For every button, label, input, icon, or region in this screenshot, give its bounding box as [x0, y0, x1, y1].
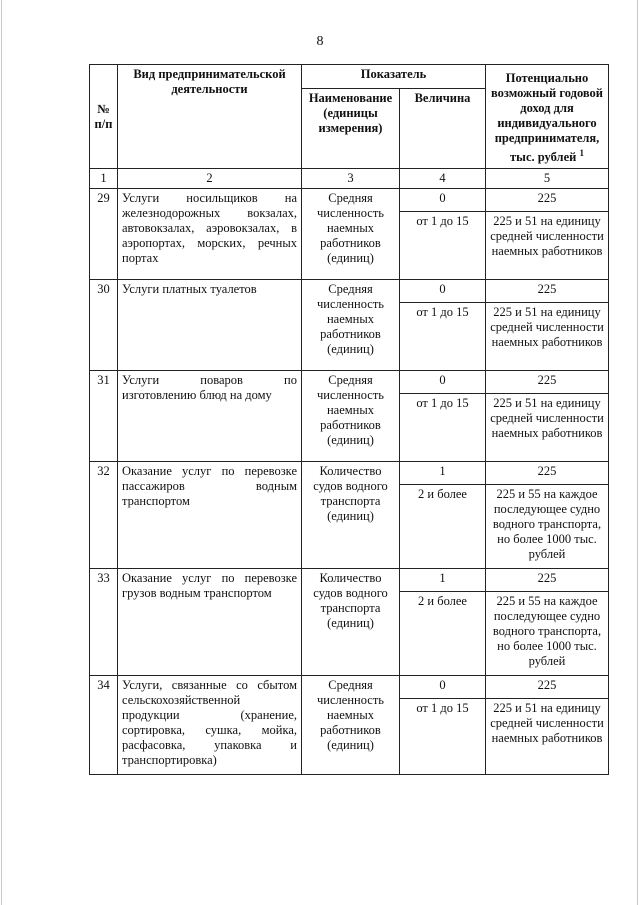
- row-number: 33: [90, 569, 118, 676]
- column-number: 1: [90, 169, 118, 189]
- indicator-value-cell: от 1 до 15: [400, 699, 486, 775]
- activity-cell: Услуги носильщиков на железнодорожных вокзалах, автовокзалах, аэровокзалах, в аэропортах, морских, речных портах: [118, 189, 302, 280]
- income-cell: 225 и 55 на каждое последующее судно водного транспорта, но более 1000 тыс. рублей: [486, 485, 609, 569]
- income-cell: 225: [486, 462, 609, 485]
- table-row: [90, 676, 609, 699]
- table-row: [90, 280, 609, 303]
- income-cell: 225 и 51 на единицу средней численности наемных работников: [486, 303, 609, 371]
- scan-edge-left: [1, 0, 2, 905]
- indicator-value-cell: 0: [400, 371, 486, 394]
- indicator-value-cell: 1: [400, 569, 486, 592]
- indicator-name-cell: Количество судов водного транспорта (единиц): [302, 462, 400, 569]
- header-income-text: Потенциально возможный годовой доход для индивидуального предпринимателя, тыс. рублей: [490, 71, 604, 165]
- header-income: [486, 65, 609, 169]
- indicator-name-cell: Средняя численность наемных работников (единиц): [302, 280, 400, 371]
- activity-cell: Оказание услуг по перевозке грузов водным транспортом: [118, 569, 302, 676]
- activity-cell: Услуги платных туалетов: [118, 280, 302, 371]
- row-number: 32: [90, 462, 118, 569]
- income-cell: 225 и 51 на единицу средней численности наемных работников: [486, 212, 609, 280]
- column-number: 5: [486, 169, 609, 189]
- header-income-footnote: 1: [579, 148, 584, 158]
- indicator-name-cell: Количество судов водного транспорта (единиц): [302, 569, 400, 676]
- column-number-row: [90, 169, 609, 189]
- activity-income-table: [89, 64, 609, 775]
- header-indicator-name: Наименование (единицы измерения): [302, 89, 400, 169]
- table-row: [90, 189, 609, 212]
- indicator-name-cell: Средняя численность наемных работников (единиц): [302, 189, 400, 280]
- indicator-value-cell: 1: [400, 462, 486, 485]
- income-cell: 225 и 55 на каждое последующее судно водного транспорта, но более 1000 тыс. рублей: [486, 592, 609, 676]
- table-row: [90, 371, 609, 394]
- header-indicator-value: Величина: [400, 89, 486, 169]
- row-number: 29: [90, 189, 118, 280]
- column-number: 2: [118, 169, 302, 189]
- income-cell: 225: [486, 371, 609, 394]
- income-cell: 225: [486, 676, 609, 699]
- activity-cell: Услуги, связанные со сбытом сельскохозяйственной продукции (хранение, сортировка, сушка, мойка, расфасовка, упаковка и транспортировка): [118, 676, 302, 775]
- header-activity: Вид предпринимательской деятельности: [118, 65, 302, 169]
- activity-cell: Услуги поваров по изготовлению блюд на дому: [118, 371, 302, 462]
- income-cell: 225: [486, 280, 609, 303]
- table-row: [90, 462, 609, 485]
- income-cell: 225: [486, 569, 609, 592]
- activity-income-table-wrap: [89, 64, 609, 775]
- scan-edge-right: [637, 0, 638, 905]
- indicator-value-cell: от 1 до 15: [400, 394, 486, 462]
- income-cell: 225 и 51 на единицу средней численности наемных работников: [486, 699, 609, 775]
- indicator-value-cell: 0: [400, 676, 486, 699]
- income-cell: 225 и 51 на единицу средней численности наемных работников: [486, 394, 609, 462]
- indicator-value-cell: от 1 до 15: [400, 212, 486, 280]
- indicator-value-cell: 2 и более: [400, 485, 486, 569]
- page-number: 8: [316, 34, 324, 49]
- header-num: № п/п: [90, 65, 118, 169]
- column-number: 3: [302, 169, 400, 189]
- table-row: [90, 569, 609, 592]
- indicator-value-cell: 0: [400, 189, 486, 212]
- indicator-value-cell: 2 и более: [400, 592, 486, 676]
- row-number: 34: [90, 676, 118, 775]
- income-cell: 225: [486, 189, 609, 212]
- indicator-value-cell: от 1 до 15: [400, 303, 486, 371]
- indicator-name-cell: Средняя численность наемных работников (единиц): [302, 676, 400, 775]
- row-number: 31: [90, 371, 118, 462]
- indicator-value-cell: 0: [400, 280, 486, 303]
- header-indicator: Показатель: [302, 65, 486, 89]
- column-number: 4: [400, 169, 486, 189]
- row-number: 30: [90, 280, 118, 371]
- activity-cell: Оказание услуг по перевозке пассажиров водным транспортом: [118, 462, 302, 569]
- indicator-name-cell: Средняя численность наемных работников (единиц): [302, 371, 400, 462]
